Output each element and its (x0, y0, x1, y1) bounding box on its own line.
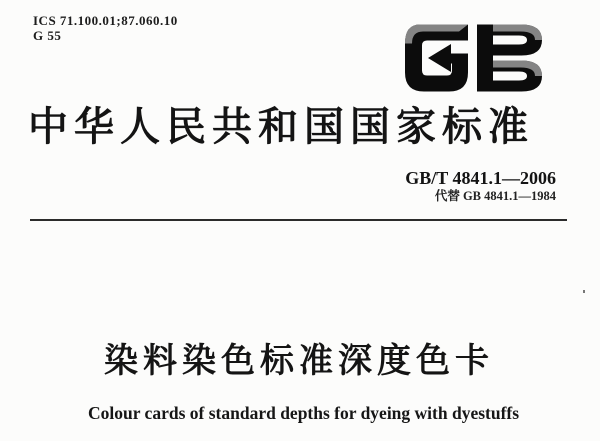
superseded-standard: 代替 GB 4841.1—1984 (434, 189, 556, 203)
ics-classification-block (33, 13, 178, 43)
ics-code: ICS 71.100.01;87.060.10 (33, 13, 178, 28)
national-standard-title: 中华人民共和国国家标准 (28, 104, 534, 149)
standard-title-english: Colour cards of standard depths for dyeing with dyestuffs (88, 403, 520, 423)
scan-artifact (583, 290, 585, 293)
header-divider-rule (30, 219, 567, 221)
standard-number: GB/T 4841.1—2006 (405, 168, 556, 188)
standard-title-chinese: 染料染色标准深度色卡 (104, 342, 494, 380)
doc-class-code: G 55 (33, 28, 62, 43)
gb-logo-icon (399, 20, 549, 96)
